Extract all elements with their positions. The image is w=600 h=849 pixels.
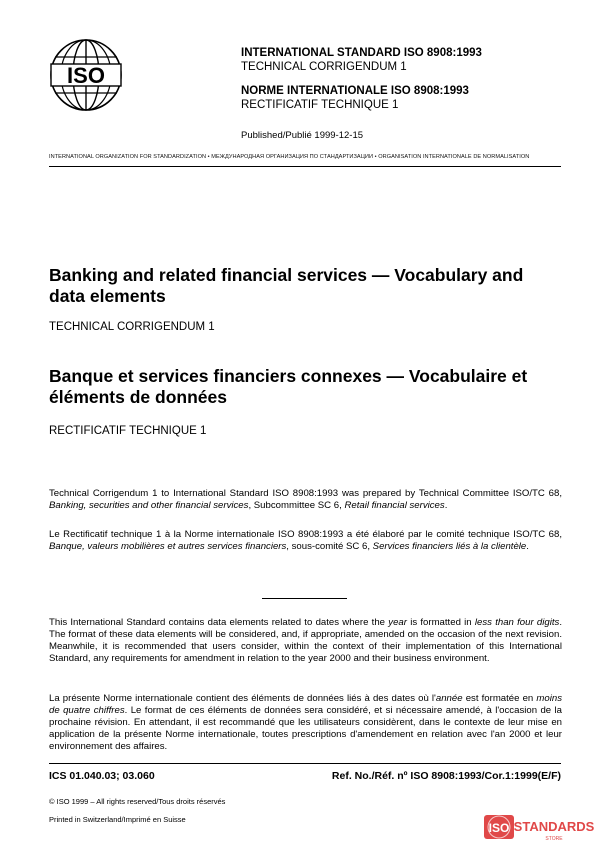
text-span: . Le format de ces éléments de données sera considéré, et si nécessaire amendé, à l'occasion de la prochaine révision. En attendant, il est recommandé que les utilisateurs considèrent, dans le contexte de leur mise en application de la présente Norme internationale, toutes prescriptions d'amendement en relation avec l'an 2000 et leur environnement des affaires. <box>49 705 562 753</box>
committee-name: Banking, securities and other financial services <box>49 500 249 512</box>
header-divider <box>49 166 561 167</box>
printed-in: Printed in Switzerland/Imprimé en Suisse <box>49 815 186 824</box>
section-separator <box>262 598 347 599</box>
standard-title-en: INTERNATIONAL STANDARD ISO 8908:1993 <box>241 47 482 59</box>
subcommittee-name: Services financiers liés à la clientèle <box>372 541 527 553</box>
text-span: . The format of these data elements will be considered, and, if appropriate, amended on the occasion of the next revision. Meanwhile, it is recommended that users consider, within the context of their implementation of this International Standard, any requirements for amendment in relation to the year 2000 and their business environment. <box>49 617 562 665</box>
text-span: . <box>526 541 529 553</box>
document-title-en-line1: Banking and related financial services — Vocabulary and <box>49 265 524 285</box>
emphasis: année <box>435 693 463 704</box>
copyright-notice: © ISO 1999 – All rights reserved/Tous droits réservés <box>49 797 226 806</box>
reference-number: Ref. No./Réf. nº ISO 8908:1993/Cor.1:1999(E/F) <box>331 770 561 782</box>
prepared-by-paragraph-en <box>49 488 562 512</box>
technical-corrigendum-fr: RECTIFICATIF TECHNIQUE 1 <box>49 425 207 437</box>
standards-store-stamp <box>484 811 594 843</box>
emphasis: moins de quatre chiffres <box>49 693 562 717</box>
organization-names: INTERNATIONAL ORGANIZATION FOR STANDARDIZATION • МЕЖДУНАРОДНАЯ ОРГАНИЗАЦИЯ ПО СТАНДАРТИЗАЦИИ • ORGANISATION INTERNATIONALE DE NORMALISATION <box>49 154 530 160</box>
emphasis: year <box>388 617 407 628</box>
text-span: Le Rectificatif technique 1 à la Norme internationale ISO 8908:1993 a été élaboré par le comité technique ISO/TC 68, <box>49 529 562 540</box>
text-span: , sous-comité SC 6, <box>286 541 373 553</box>
text-span: La présente Norme internationale contient des éléments de données liés à des dates où l' <box>49 693 436 704</box>
corrigendum-label-fr: RECTIFICATIF TECHNIQUE 1 <box>241 99 399 111</box>
document-title-fr-line2: éléments de données <box>49 387 227 407</box>
standard-title-fr: NORME INTERNATIONALE ISO 8908:1993 <box>241 85 469 97</box>
stamp-standards-text: STANDARDS <box>513 819 594 834</box>
stamp-logo-text: ISO <box>488 821 510 835</box>
text-span: is formatted in <box>406 617 475 628</box>
subcommittee-name: Retail financial services <box>344 500 445 512</box>
ics-code: ICS 01.040.03; 03.060 <box>49 770 155 782</box>
iso-logo-text: ISO <box>67 63 105 88</box>
document-title-fr-line1: Banque et services financiers connexes — Vocabulaire et <box>49 366 528 386</box>
emphasis: less than four digits <box>474 617 560 628</box>
year-2000-paragraph-fr <box>49 693 562 753</box>
published-date: Published/Publié 1999-12-15 <box>241 130 364 141</box>
text-span: . <box>444 500 448 512</box>
technical-corrigendum-en: TECHNICAL CORRIGENDUM 1 <box>49 321 215 333</box>
corrigendum-label-en: TECHNICAL CORRIGENDUM 1 <box>241 61 407 73</box>
text-span: Technical Corrigendum 1 to International Standard ISO 8908:1993 was prepared by Technical Committee ISO/TC 68, <box>49 488 562 499</box>
stamp-store-text: STORE <box>545 836 563 842</box>
year-2000-paragraph-en <box>49 617 562 665</box>
text-span: , Subcommittee SC 6, <box>248 500 345 512</box>
prepared-by-paragraph-fr <box>49 529 562 553</box>
committee-name: Banque, valeurs mobilières et autres services financiers <box>49 541 287 553</box>
iso-logo <box>49 38 123 112</box>
footer-divider <box>49 763 561 764</box>
document-title-en-line2: data elements <box>49 286 166 306</box>
text-span: This International Standard contains data elements related to dates where the <box>49 617 389 628</box>
text-span: est formatée en <box>462 693 537 704</box>
